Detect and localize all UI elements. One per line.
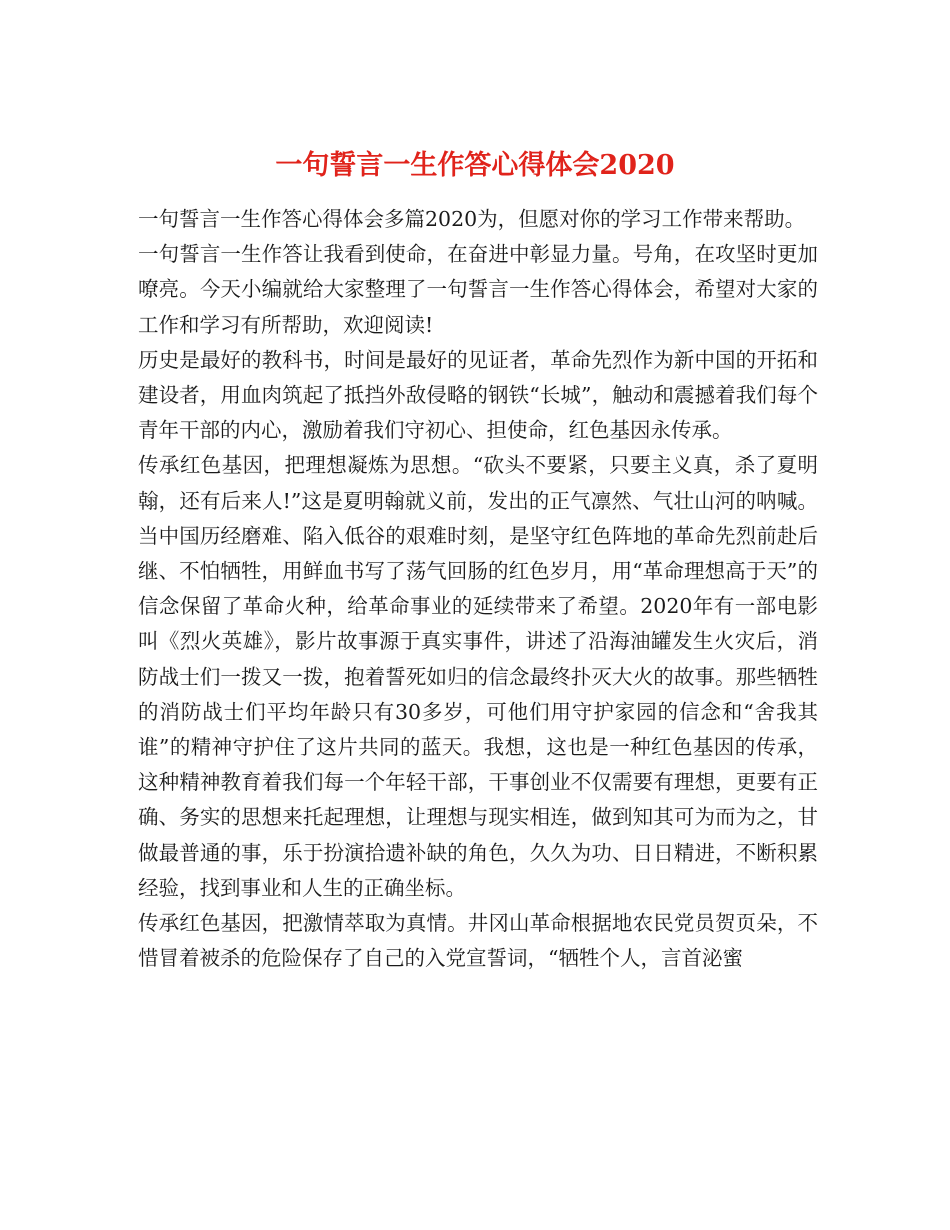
paragraph-mission: 一句誓言一生作答让我看到使命，在奋进中彰显力量。号角，在攻坚时更加嘹亮。今天小编就给大家整理了一句誓言一生作答心得体会，希望对大家的工作和学习有所帮助，欢迎阅读! [138,242,818,337]
document-body [138,202,818,976]
paragraph-history: 历史是最好的教科书，时间是最好的见证者，革命先烈作为新中国的开拓和建设者，用血肉筑起了抵挡外敌侵略的钢铁“长城”，触动和震撼着我们每个青年干部的内心，激励着我们守初心、担使命，红色基因永传承。 [138,347,818,443]
paragraph-passion: 传承红色基因，把激情萃取为真情。井冈山革命根据地农民党员贺页朵，不惜冒着被杀的危险保存了自己的入党宣誓词，“牺牲个人，言首泌蜜 [138,911,818,971]
paragraph-intro: 一句誓言一生作答心得体会多篇2020为，但愿对你的学习工作带来帮助。 [138,207,806,231]
document-title: 一句誓言一生作答心得体会2020 [275,150,675,182]
paragraph-ideal: 传承红色基因，把理想凝炼为思想。“砍头不要紧，只要主义真，杀了夏明翰，还有后来人!”这是夏明翰就义前，发出的正气凛然、气壮山河的呐喊。当中国历经磨难、陷入低谷的艰难时刻，是坚守红色阵地的革命先烈前赴后继、不怕牺牲，用鲜血书写了荡气回肠的红色岁月，用“革命理想高于天”的信念保留了革命火种，给革命事业的延续带来了希望。2020年有一部电影叫《烈火英雄》，影片故事源于真实事件，讲述了沿海油罐发生火灾后，消防战士们一拨又一拨，抱着誓死如归的信念最终扑灭大火的故事。那些牺牲的消防战士们平均年龄只有30多岁，可他们用守护家园的信念和“舍我其谁”的精神守护住了这片共同的蓝天。我想，这也是一种红色基因的传承，这种精神教育着我们每一个年轻干部，干事创业不仅需要有理想，更要有正确、务实的思想来托起理想，让理想与现实相连，做到知其可为而为之，甘做最普通的事，乐于扮演拾遗补缺的角色，久久为功、日日精进，不断积累经验，找到事业和人生的正确坐标。 [138,453,818,900]
